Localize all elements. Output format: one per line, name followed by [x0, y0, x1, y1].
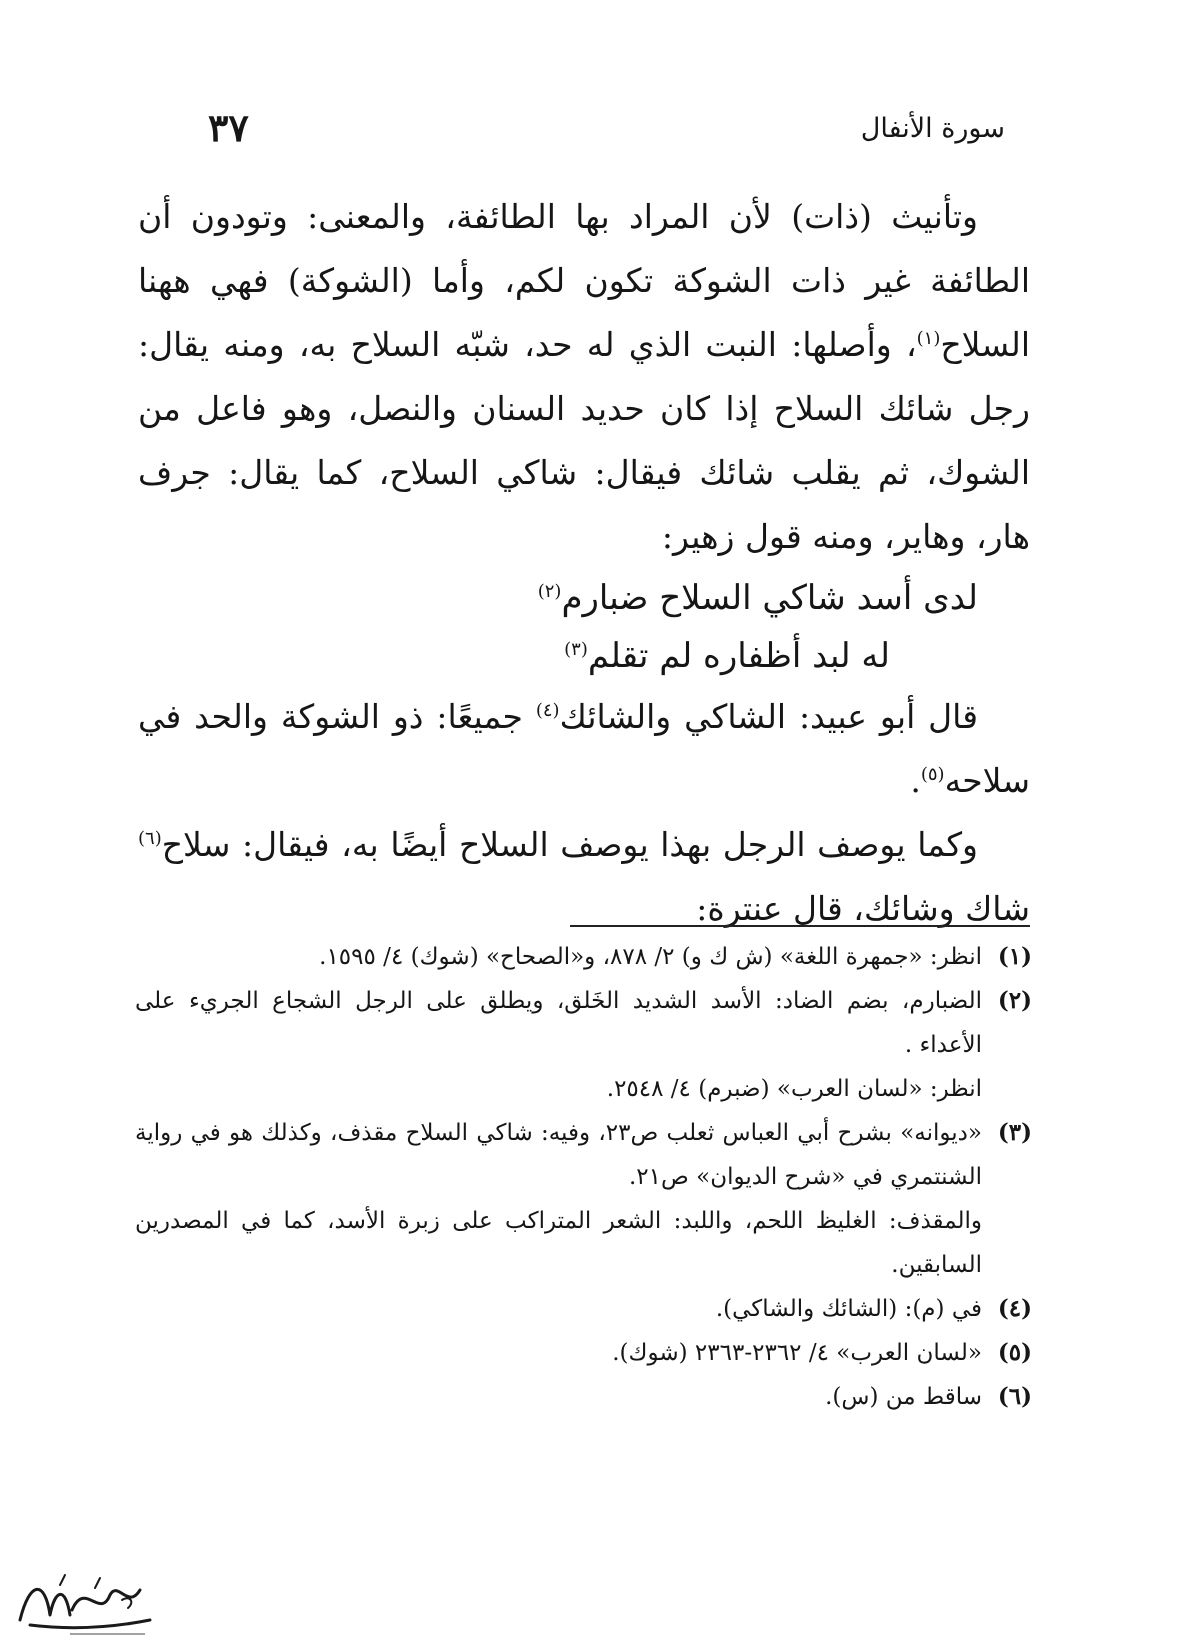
- footnote-number: (٦): [997, 1383, 1032, 1410]
- paragraph-2: [138, 685, 1030, 813]
- paragraph-3-text-b: شاك وشائك، قال عنترة:: [696, 889, 1030, 928]
- footnote-line: ساقط من (س).: [825, 1384, 982, 1410]
- footnote-line: «ديوانه» بشرح أبي العباس ثعلب ص٢٣، وفيه: شاكي السلاح مقذف، وكذلك هو في رواية الشنتمري في «شرح الديوان» ص٢١.: [135, 1120, 982, 1190]
- paragraph-1-text-b: ، وأصلها: النبت الذي له حد، شبّه السلاح به، ومنه يقال: رجل شائك السلاح إذا كان حديد السنان والنصل، وهو فاعل من الشوك، ثم يقلب شائك فيقال: شاكي السلاح، كما يقال: جرف هار، وهاير، ومنه قول زهير:: [138, 325, 1030, 556]
- footnote-number: (١): [997, 943, 1032, 970]
- running-head: [190, 105, 1005, 165]
- footnote-body: [135, 1287, 982, 1331]
- main-text: [138, 185, 1030, 941]
- verse-line-2: [138, 627, 1030, 685]
- chapter-title: سورة الأنفال: [860, 113, 1005, 144]
- page-number: ٣٧: [208, 105, 249, 150]
- footnote-number: (٥): [997, 1339, 1032, 1366]
- footnote-ref-2: (٢): [537, 581, 562, 602]
- footnote-line: انظر: «جمهرة اللغة» (ش ك و) ٢/ ٨٧٨، و«الصحاح» (شوك) ٤/ ١٥٩٥.: [319, 944, 982, 970]
- footnote-line: «لسان العرب» ٤/ ٢٣٦٢-٢٣٦٣ (شوك).: [612, 1340, 982, 1366]
- footnote-body: [135, 1375, 982, 1419]
- footnote-number: (٢): [997, 987, 1032, 1014]
- footnote-line: انظر: «لسان العرب» (ضبرم) ٤/ ٢٥٤٨.: [606, 1076, 982, 1102]
- footnote-body: [135, 1111, 982, 1287]
- paragraph-3: [138, 813, 1030, 941]
- watermark-logo: [10, 1560, 160, 1640]
- paragraph-2-text-a: قال أبو عبيد: الشاكي والشائك: [559, 697, 978, 736]
- footnote-number: (٤): [997, 1295, 1032, 1322]
- footnote-ref-5: (٥): [920, 764, 945, 785]
- footnote: [135, 1287, 1032, 1331]
- verse-2-text: له لبد أظفاره لم تقلم: [587, 636, 890, 676]
- footnote-number: (٣): [997, 1119, 1032, 1146]
- footnote: [135, 979, 1032, 1111]
- paragraph-3-text-a: وكما يوصف الرجل بهذا يوصف السلاح أيضًا به، فيقال: سلاح: [161, 825, 978, 864]
- footnote: [135, 1331, 1032, 1375]
- footnote-ref-6: (٦): [138, 828, 162, 849]
- footnote: [135, 1111, 1032, 1287]
- footnote: [135, 935, 1032, 979]
- footnote-separator: [570, 925, 1030, 927]
- footnote-ref-1: (١): [916, 328, 941, 349]
- footnote-line: في (م): (الشائك والشاكي).: [715, 1296, 982, 1322]
- footnote-ref-3: (٣): [564, 639, 588, 660]
- verse-1-text: لدى أسد شاكي السلاح ضبارم: [561, 578, 978, 618]
- footnote-ref-4: (٤): [535, 700, 560, 721]
- footnote-body: [135, 979, 982, 1111]
- verse-line-1: [138, 569, 1030, 627]
- footnote-line: والمقذف: الغليظ اللحم، واللبد: الشعر المتراكب على زبرة الأسد، كما في المصدرين السابقين.: [135, 1208, 982, 1278]
- paragraph-2-text-b: جميعًا: ذو الشوكة والحد في سلاحه: [138, 697, 1030, 800]
- footnotes: [135, 935, 1032, 1419]
- footnote: [135, 1375, 1032, 1419]
- footnote-line: الضبارم، بضم الضاد: الأسد الشديد الخَلق، ويطلق على الرجل الشجاع الجريء على الأعداء .: [135, 988, 982, 1058]
- paragraph-1: [138, 185, 1030, 569]
- footnote-body: [135, 1331, 982, 1375]
- paragraph-2-text-c: .: [910, 761, 921, 800]
- footnote-body: [135, 935, 982, 979]
- calligraphy-signature-icon: [10, 1560, 160, 1640]
- paragraph-1-text-a: وتأنيث (ذات) لأن المراد بها الطائفة، والمعنى: وتودون أن الطائفة غير ذات الشوكة تكون لكم، وأما (الشوكة) فهي ههنا السلاح: [138, 197, 1030, 364]
